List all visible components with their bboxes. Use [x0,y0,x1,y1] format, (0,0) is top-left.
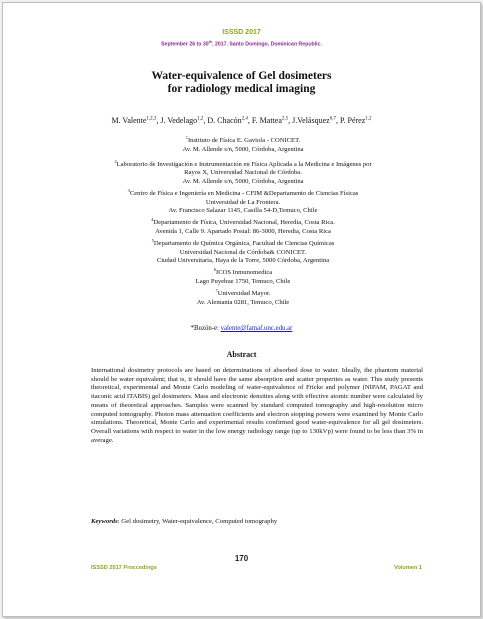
conference-dates: September 26 to 30th, 2017. Santo Domingo, Dominican Republic. [161,40,322,48]
affiliation-text: ICOS Inmunomedica [216,269,273,277]
author [292,116,336,125]
affiliation-text: Av. M. Allende s/n, 5000, Córdoba, Argentina [182,145,304,153]
affiliation-line [23,299,463,308]
footer-proceedings: ISSSD 2017 Proccedings [91,565,157,571]
affiliation-line [23,199,463,208]
affiliation-line [23,278,463,287]
footer-volume: Volumen 1 [394,565,422,571]
keywords-text: : Gel dosimetry, Water-equivalence, Computed tomography [117,518,278,525]
affiliation-mark: 1 [185,135,188,140]
affiliation-line [23,187,463,199]
author-name: P. Pérez [339,116,366,125]
paper-title-line-1: Water-equivalence of Gel dosimeters [151,70,332,82]
affiliation-text: Laboratorio de Investigación e Instrumentación en Física Aplicada a la Medicina e Imágenes por [116,160,372,168]
author [252,116,288,125]
affiliation-text: Instituto de Física E. Gaviola - CONICET. [187,137,301,145]
author-affiliation-mark: 2,4 [241,116,248,122]
affiliation-text: Ciudad Universitaria, Haya de la Torre, 5000 Córdoba, Argentina [156,257,330,265]
author-affiliation-mark: 6,7 [329,116,336,122]
affiliation-mark: 4 [151,217,154,223]
paper-title [3,70,480,96]
page-number: 170 [234,554,249,563]
affiliation-line [23,257,463,266]
author [207,116,247,125]
affiliation-text: Universidad de La Frontera. [205,198,281,206]
affiliation-line [23,169,463,178]
affiliation-line [23,158,463,170]
affiliation-text: Departamento de Física, Universidad Nacional, Heredia, Costa Rica. [153,219,335,227]
document-page [2,2,481,617]
keywords-label: Keywords [91,518,118,525]
affiliation-mark: 6 [213,267,216,273]
affiliation-mark: 3 [127,187,130,193]
conference-name: ISSSD 2017 [222,29,261,36]
author-affiliation-mark: 1,2 [197,116,204,122]
keywords [91,518,423,525]
author-list: M. Valente$^{1,2,3}$, J. Vedelago$^{1,2}$, D. Chacón$^{2,4}$, F. Mattea$^{2,5}$, J.Velásquez$^{6,7}$, P. Pérez$^{1,2}$ [111,116,372,125]
author-name: D. Chacón [207,116,242,125]
affiliation-text: Av. M. Allende s/n, 5000, Córdoba, Argentina [182,178,304,186]
abstract-text: International dosimetry protocols are based on determinations of absorbed dose to water. Ideally, the phantom material should be water equivalent; that is, it should have the same absorption and scatter properties as water. This study presents theoretical, experimental and Monte Carlo modeling of water-equivalence of Fricke and polymer (NIPAM, PAGAT and itaconic acid ITABIS) gel dosimeters. Mass and electronic densities along with effective atomic number were calculated by means of theoretical approaches. Samples were scanned by standard computed tomography and high-resolution micro computed tomography. Photon mass attenuation coefficients and electron stopping powers were examined by Monte Carlo simulations. Theoretical, Monte Carlo and experimental results confirmed good water-equivalence for all gel dosimeters. Overall variations with respect to water in the low energy radiology range (up to 130kVp) were found to be less than 3% in average. [91,367,423,444]
affiliation-line [23,249,463,258]
contact-email [3,325,480,332]
affiliation-text: Departamento de Química Orgánica, Facultad de Ciencias Químicas [153,239,335,247]
affiliation-text: Universidad Nacional de Córdoba& CONICET. [179,248,307,256]
affiliation-text: Rayos X, Universidad Nacional de Córdoba. [184,169,302,177]
author-name: J.Velásquez [292,116,330,125]
affiliation-line [23,216,463,228]
affiliation-line [23,237,463,249]
affiliation-text: Lago Puyehue 1750, Temuco, Chile [195,277,291,285]
paper-title-line-2: for radiology medical imaging [167,83,316,95]
affiliation-line [23,178,463,187]
author-name: J. Vedelago [160,116,198,125]
affiliation-text: Universidad Mayor. [217,289,271,297]
affiliations [23,134,463,307]
affiliation-text: Centro de Física e Ingeniería en Medicina - CFIM &Departamento de Ciencias Físicas [129,190,359,198]
affiliation-mark: 5 [151,237,154,243]
author [160,116,203,125]
author-name: M. Valente [111,116,147,125]
author [340,116,372,125]
affiliation-text: Av. Francisco Salazar 1145, Casilla 54-D,Temuco, Chile [168,207,318,215]
author [111,116,156,125]
abstract-heading: Abstract [226,350,257,359]
affiliation-line [23,134,463,146]
author-name: F. Mattea [251,116,282,125]
affiliation-line [23,207,463,216]
affiliation-text: Av. Alemania 0281, Temuco, Chile [196,298,290,306]
affiliation-mark: 7 [215,287,218,293]
affiliation-line [23,266,463,278]
email-prefix: *Buzón-e: [190,325,221,332]
affiliation-line [23,287,463,299]
author-affiliation-mark: 1,2,3 [146,116,157,122]
author-affiliation-mark: 1,2 [365,116,372,122]
email-link[interactable]: valente@famaf.unc.edu.ar [220,325,293,332]
affiliation-line [23,228,463,237]
author-affiliation-mark: 2,5 [281,116,289,122]
affiliation-text: Avenida 1, Calle 9. Apartado Postal: 86-3000, Heredia, Costa Rica [155,228,331,236]
affiliation-mark: 2 [114,158,117,164]
